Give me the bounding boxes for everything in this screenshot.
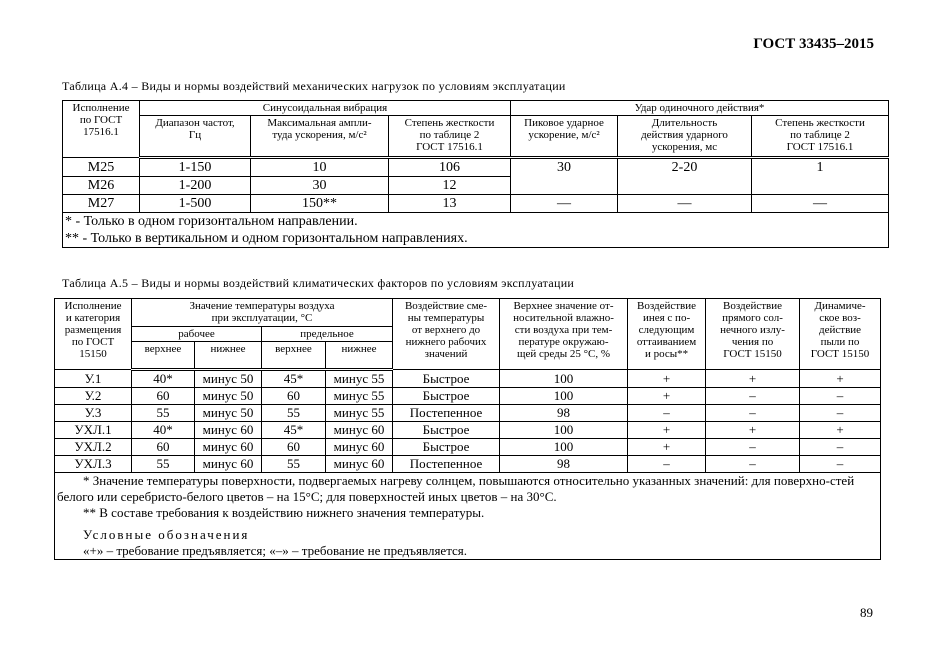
table-a4 [62,100,889,248]
a4-header-peak-accel: Пиковое ударное ускорение, м/с² [511,116,618,158]
cell-dust: – [800,456,881,473]
cell-working-upper: 55 [132,456,195,473]
cell-working-upper: 40* [132,422,195,439]
cell-humidity: 100 [500,439,628,456]
cell-limit-upper: 60 [262,439,326,456]
cell-peak-accel: — [511,195,618,213]
a5-header-execution: Исполнение и категория размещения по ГОСТ 15150 [55,299,132,370]
a4-header-duration: Длительность действия ударного ускорения, мс [618,116,752,158]
cell-degree: 12 [389,177,511,195]
cell-temp-change: Быстрое [393,439,500,456]
cell-temp-change: Постепенное [393,456,500,473]
cell-dust: – [800,388,881,405]
legend-text: «+» – требование предъявляется; «–» – требование не предъявляется. [83,543,468,558]
cell-frost: + [628,439,706,456]
cell-working-upper: 40* [132,370,195,388]
cell-execution: У.3 [55,405,132,422]
a5-header-temp-change: Воздействие сме- ны температуры от верхнего до нижнего рабочих значений [393,299,500,370]
cell-working-upper: 55 [132,405,195,422]
footnote: ** В составе требования к воздействию нижнего значения температуры. [83,505,485,520]
table-row [55,370,881,388]
cell-working-upper: 60 [132,439,195,456]
cell-limit-upper: 45* [262,422,326,439]
a5-header-working-lower: нижнее [195,342,262,370]
cell-amplitude: 10 [251,158,389,177]
cell-duration: 2-20 [618,158,752,195]
cell-shock-degree: — [752,195,889,213]
cell-limit-upper: 60 [262,388,326,405]
footnote: * - Только в одном горизонтальном направлении. [65,214,358,229]
a5-header-dust: Динамиче- ское воз- действие пыли по ГОСТ 15150 [800,299,881,370]
cell-limit-lower: минус 55 [326,370,393,388]
cell-limit-lower: минус 60 [326,439,393,456]
cell-execution: УХЛ.1 [55,422,132,439]
cell-degree: 13 [389,195,511,213]
a4-header-execution: Исполнение по ГОСТ 17516.1 [63,101,140,158]
a4-header-single-shock: Удар одиночного действия* [511,101,889,116]
a4-header-max-amplitude: Максимальная ампли- туда ускорения, м/с² [251,116,389,158]
cell-execution: УХЛ.2 [55,439,132,456]
cell-frost: – [628,405,706,422]
cell-temp-change: Быстрое [393,422,500,439]
cell-solar: – [706,439,800,456]
cell-execution: М25 [63,158,140,177]
table-row [55,422,881,439]
cell-freq: 1-150 [140,158,251,177]
cell-frost: + [628,370,706,388]
cell-humidity: 98 [500,405,628,422]
cell-humidity: 98 [500,456,628,473]
table-a4-caption: Таблица А.4 – Виды и нормы воздействий механических нагрузок по условиям эксплуатации [62,79,566,93]
cell-working-lower: минус 60 [195,456,262,473]
a4-header-sine-vibration: Синусоидальная вибрация [140,101,511,116]
a5-header-solar: Воздействие прямого сол- нечного излу- чения по ГОСТ 15150 [706,299,800,370]
a5-header-frost: Воздействие инея с по- следующим оттаиванием и росы** [628,299,706,370]
table-row [55,388,881,405]
cell-amplitude: 150** [251,195,389,213]
cell-working-lower: минус 60 [195,422,262,439]
cell-limit-lower: минус 55 [326,388,393,405]
a5-header-working-upper: верхнее [132,342,195,370]
cell-limit-upper: 45* [262,370,326,388]
cell-execution: У.1 [55,370,132,388]
cell-execution: УХЛ.3 [55,456,132,473]
cell-temp-change: Постепенное [393,405,500,422]
cell-execution: М27 [63,195,140,213]
a5-header-limit-lower: нижнее [326,342,393,370]
cell-humidity: 100 [500,422,628,439]
a5-footnotes [55,473,881,560]
cell-temp-change: Быстрое [393,388,500,405]
cell-dust: – [800,405,881,422]
cell-working-lower: минус 50 [195,405,262,422]
cell-duration: — [618,195,752,213]
cell-limit-lower: минус 60 [326,456,393,473]
a5-header-limit-upper: верхнее [262,342,326,370]
cell-frost: – [628,456,706,473]
cell-dust: + [800,370,881,388]
a5-header-humidity: Верхнее значение от- носительной влажно- сти воздуха при тем- пературе окружаю- щей среды 25 °С, % [500,299,628,370]
legend-title: Условные обозначения [83,527,250,542]
table-row [63,158,889,177]
cell-working-lower: минус 50 [195,370,262,388]
cell-freq: 1-200 [140,177,251,195]
cell-solar: – [706,388,800,405]
cell-shock-degree: 1 [752,158,889,195]
cell-limit-upper: 55 [262,456,326,473]
cell-amplitude: 30 [251,177,389,195]
a4-header-sine-degree: Степень жесткости по таблице 2 ГОСТ 17516.1 [389,116,511,158]
table-a5-caption: Таблица А.5 – Виды и нормы воздействий климатических факторов по условиям эксплуатации [62,276,575,290]
cell-working-upper: 60 [132,388,195,405]
cell-dust: + [800,422,881,439]
cell-frost: + [628,422,706,439]
cell-humidity: 100 [500,388,628,405]
table-row [55,456,881,473]
a5-header-limit: предельное [262,327,393,342]
standard-header: ГОСТ 33435–2015 [753,36,874,52]
cell-execution: У.2 [55,388,132,405]
table-a5 [54,298,881,560]
cell-limit-lower: минус 60 [326,422,393,439]
cell-temp-change: Быстрое [393,370,500,388]
table-row [55,439,881,456]
cell-working-lower: минус 50 [195,388,262,405]
cell-humidity: 100 [500,370,628,388]
cell-freq: 1-500 [140,195,251,213]
cell-dust: – [800,439,881,456]
table-row [55,405,881,422]
cell-solar: + [706,370,800,388]
cell-limit-upper: 55 [262,405,326,422]
a4-header-shock-degree: Степень жесткости по таблице 2 ГОСТ 17516.1 [752,116,889,158]
cell-limit-lower: минус 55 [326,405,393,422]
cell-peak-accel: 30 [511,158,618,195]
page-number: 89 [860,605,873,620]
a4-header-freq-range: Диапазон частот, Гц [140,116,251,158]
cell-execution: М26 [63,177,140,195]
cell-frost: + [628,388,706,405]
a5-header-temperature: Значение температуры воздуха при эксплуатации, °С [132,299,393,327]
footnote: ** - Только в вертикальном и одном горизонтальном направлениях. [65,231,468,246]
footnote: * Значение температуры поверхности, подвергаемых нагреву солнцем, повышаются относительно указанных значений: для поверхно-стей белого или серебристо-белого цветов – на 15°С; для поверхностей иных цветов – на 30°С. [57,473,855,504]
a4-footnotes [63,213,889,248]
cell-solar: + [706,422,800,439]
cell-solar: – [706,456,800,473]
a5-header-working: рабочее [132,327,262,342]
cell-solar: – [706,405,800,422]
cell-working-lower: минус 60 [195,439,262,456]
cell-degree: 106 [389,158,511,177]
table-row [63,195,889,213]
